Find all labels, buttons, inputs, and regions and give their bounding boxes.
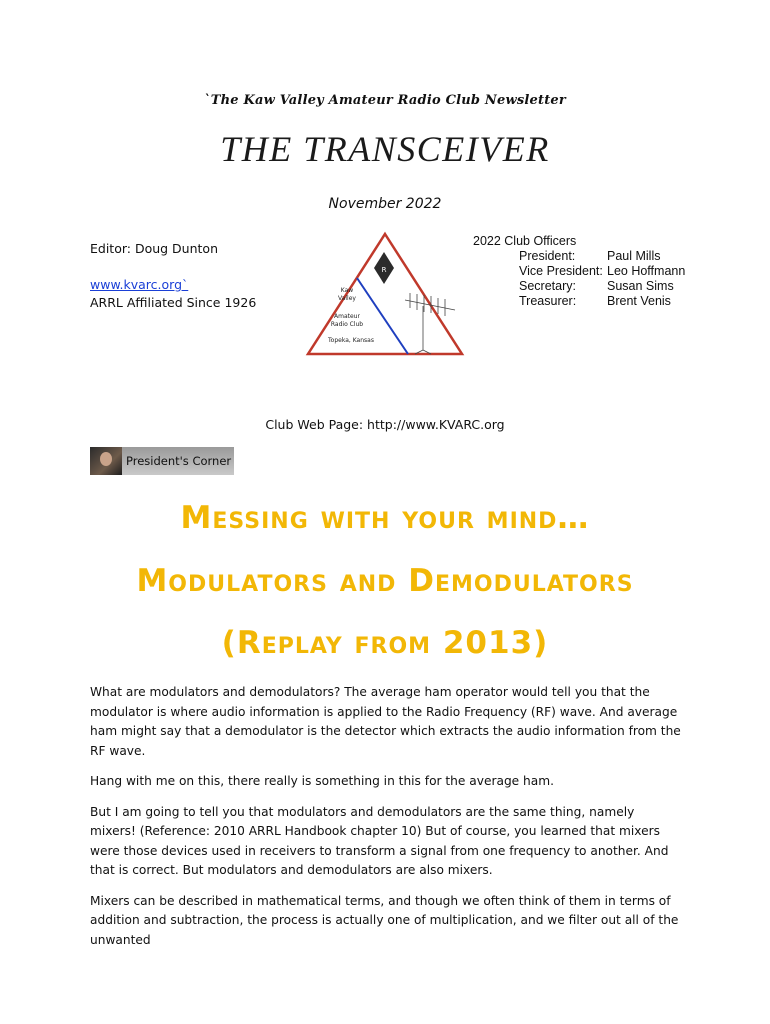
club-web-page: Club Web Page: http://www.KVARC.org <box>265 417 505 432</box>
headline-line-2: Modulators and Demodulators <box>136 563 634 599</box>
presidents-corner-banner <box>90 447 234 475</box>
editor-line: Editor: Doug Dunton <box>90 241 219 256</box>
officer-role: Vice President: <box>519 264 603 278</box>
paragraph: Hang with me on this, there really is something in this for the average ham. <box>90 774 554 788</box>
officer-name: Leo Hoffmann <box>607 264 686 278</box>
logo-line-4: Radio Club <box>330 321 364 328</box>
officer-name: Susan Sims <box>607 279 674 293</box>
presidents-corner-label: President's Corner <box>126 454 232 468</box>
officer-row <box>519 249 685 264</box>
officer-name: Paul Mills <box>607 249 661 263</box>
paragraph: Mixers can be described in mathematical terms, and though we often think of them in terms of addition and subtraction, the process is actually one of multiplication, and we filter out all of the unwanted <box>90 893 679 947</box>
logo-line-5: Topeka, Kansas <box>328 337 374 344</box>
club-logo <box>305 230 465 358</box>
president-photo <box>90 447 122 475</box>
club-officers <box>473 234 685 309</box>
officer-role: Secretary: <box>519 279 576 293</box>
paragraph: What are modulators and demodulators? The average ham operator would tell you that the modulator is where audio information is applied to the Radio Frequency (RF) wave. And average ham might say that a demodulator is the detector which extracts the audio information from the RF wave. <box>90 685 681 758</box>
logo-line-3: Amateur <box>334 313 360 320</box>
officer-row <box>519 294 685 309</box>
paragraph: But I am going to tell you that modulators and demodulators are the same thing, namely mixers! (Reference: 2010 ARRL Handbook chapter 10) But of course, you learned that mixers were those devices used in receivers to transform a signal from one frequency to another. And that is correct. But modulators and demodulators are also mixers. <box>90 804 669 877</box>
website-link[interactable]: www.kvarc.org` <box>90 277 189 292</box>
newsletter-title: THE TRANSCEIVER <box>220 129 550 169</box>
newsletter-masthead: `The Kaw Valley Amateur Radio Club Newsletter <box>204 93 566 108</box>
logo-line-2: Valley <box>338 295 356 302</box>
officer-row <box>519 279 685 294</box>
officer-role: Treasurer: <box>519 294 577 308</box>
officer-role: President: <box>519 249 576 263</box>
arrl-affiliation: ARRL Affiliated Since 1926 <box>90 295 257 310</box>
svg-text:R: R <box>381 266 387 274</box>
logo-triangle <box>308 234 462 354</box>
officers-table <box>519 249 685 309</box>
officers-heading: 2022 Club Officers <box>473 234 577 248</box>
article-body <box>90 683 682 961</box>
officer-name: Brent Venis <box>607 294 671 308</box>
club-info <box>90 240 256 312</box>
officer-row <box>519 264 685 279</box>
logo-line-1: Kaw <box>340 287 354 294</box>
headline-line-3: (Replay from 2013) <box>221 625 549 661</box>
headline-line-1: Messing with your mind… <box>180 500 590 536</box>
issue-date: November 2022 <box>328 196 442 212</box>
